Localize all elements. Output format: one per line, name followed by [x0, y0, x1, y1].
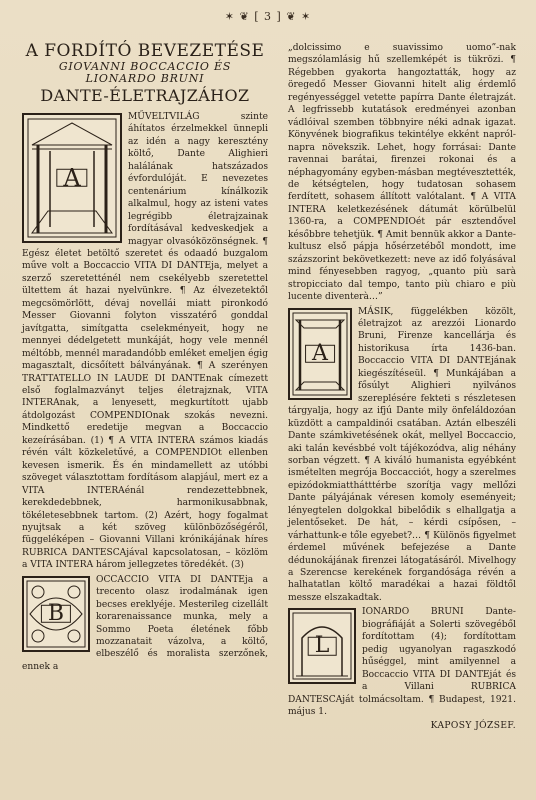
- left-column: [22, 42, 268, 675]
- decorated-initial-a: [22, 113, 122, 243]
- right-column: [288, 42, 516, 733]
- authors-line: GIOVANNI BOCCACCIO ÉS LIONARDO BRUNI: [58, 60, 232, 85]
- decorated-initial-b: [22, 576, 90, 652]
- boccaccio-paragraph: OCCACCIO VITA DI DANTEja a trecento olasz irodalmának igen becses ereklyéje. Mesterileg cizellált korarenaissance munka, mely a Sommo Poeta életének főbb mozzanatait vázolva, a költő, elbeszélő és moralista szerzőnek, ennek a: [22, 574, 268, 672]
- main-title: A FORDÍTÓ BEVEZETÉSE: [25, 41, 265, 61]
- intro-paragraph: MŰVELTVILÁG szinte áhítatos érzelmekkel ünnepli az idén a nagy keresztény költő, Dante Alighieri halálának hatszázados évfordulóját. E nevezetes centenárium kínálkozik alkalmul, hogy az isteni vates legrégibb életrajzainak fordításával kedveskedjek a magyar olvasóközönségnek. ¶ Egész életet betöltő szeretet és odaadó buzgalom műve volt a Boccaccio VITA DI DANTEja, melyet a szerző szeretetténél nem csekélyebb szeretettel ültettem át hazai nyelvünkre. ¶ Az élvezetektől megcsömörlött, dévaj novellái miatt pironkodó Messer Giovanni folyton visszatérő gonddal javítgatta, simítgatta cselekményeit, hogy ne mennyei dédelgetett munkáját, hogy vele mennél méltóbb, mennél maradandóbb emléket emeljen égig magasztalt, dicsőített bálványának. ¶ A szerényen TRATTATELLO IN LAUDE DI DANTEnak címezett első foglalmazványt teljes életrajznak, VITA INTERAnak, a lenyesett, megkurtított ujabb átdolgozást COMPENDIOnak szokás nevezni. Mindkettő eredetije megvan a Boccaccio kezeírásában. (1) ¶ A VITA INTERA számos kiadás révén vált közkeletűvé, a COMPENDIOt ellenben kevesen ismerik. És én mindamellett az utóbbi szöveget választottam fordításom alapjául, mert ez a VITA INTERAénál rendezettebbnek, kerekdedebbnek, harmonikusabbnak, tökéletesebbnek tartom. (2) Azért, hogy fogalmat nyujtsak a két szöveg különbözőségéről, függeléképen – Giovanni Villani krónikájának híres RUBRICA DANTESCAjával kapcsolatosan, – közlöm a VITA INTERA három jellegzetes töredékét. (3): [22, 112, 269, 571]
- initial-letter: L: [308, 637, 337, 655]
- closing-paragraph: IONARDO BRUNI Dante-biográfiáját a Solerti szövegéből fordítottam (4); fordítottam pedig ugyanolyan ragaszkodó hűséggel, mint amilyennel a Boccaccio VITA DI DANTEját és a Villani RUBRICA DANTESCAját tolmácsoltam. ¶ Budapest, 1921. május 1.: [288, 607, 516, 718]
- title-block: [22, 42, 268, 105]
- initial-letter: B: [41, 605, 71, 623]
- decorated-initial-a-second: [288, 308, 352, 400]
- subtitle: DANTE-ÉLETRAJZÁHOZ: [40, 86, 250, 105]
- continuation-paragraph: „dolcissimo e suavissimo uomo”-nak megszólamlásig hű szellemképét is tükrözi. ¶ Régebben gyakorta hangoztatták, hogy az öregedő Messer Giovanni hitelt alig érdemlő regényességgel vetette papírra Dante életrajzát. A legfrissebb kutatások eredményei azonban vádlóival szemben többnyire néki adnak igazat. Könyvének biografikus tekintélye ekként napról-napra növekszik. Lehet, hogy forrásai: Dante ravennai barátai, firenzei rokonai és a néphagyomány egyben-másban megtévesztették, de kétségtelen, hogy tudatosan sohasem ferdített, sohasem állított valótalant. ¶ A VITA INTERA keletkezésének dátumát körülbelül 1360-ra, a COMPENDIOét pár esztendővel későbbre tehetjük. ¶ Amit bennük akkor a Dante-kultusz első pápja hősérzetéből mondott, ime százszorint bekövetkezett: neve az idő folyásával mind fényesebben ragyog, „quanto più sarà stropicciato dal tempo, tanto più chiaro e più lucente diventerà…”: [288, 43, 516, 303]
- page-number: ✶ ❦ [ 3 ] ❦ ✶: [224, 10, 312, 23]
- bruni-paragraph: MÁSIK, függelékben közölt, életrajzot az arezzói Lionardo Bruni, Firenze kancellárja és historikusa írta 1436-ban. Boccaccio VITA DI DANTEjának kiegészítéseül. ¶ Munkájában a fősúlyt Alighieri nyilvános szereplésére fekteti s részletesen tárgyalja, hogy az ifjú Dante mily önfeláldozóan küzdött a campaldinói csatában. Aztán elbeszéli Dante számkivetésének okát, mellyel Boccaccio, aki talán kevésbbé volt tájékozódva, alig néhány sorban végzett. ¶ A kiváló humanista egyébként ismételten megrója Boccacciót, hogy a szerelmes epizódokmiatthátttérbe szorítja vagy mellőzi Dante pályájának véresen komoly eseményeit; lényegtelen dolgokkal bibelődik s elhallgatja a jelentőseket. De hát, – kérdi csípősen, – várhattunk-e tőle egyebet?… ¶ Különös figyelmet érdemel művének befejezése a Dante dédunokájának firenzei látogatásáról. Mivelhogy a Szerencse kerekének forgandósága révén a halhatatlan költő maradékai a hazai földtől messze elszakadtak.: [288, 306, 516, 603]
- decorated-initial-l: [288, 608, 356, 684]
- initial-letter: A: [56, 169, 87, 187]
- initial-letter: A: [305, 344, 335, 362]
- translator-signature: KAPOSY JÓZSEF.: [430, 721, 516, 732]
